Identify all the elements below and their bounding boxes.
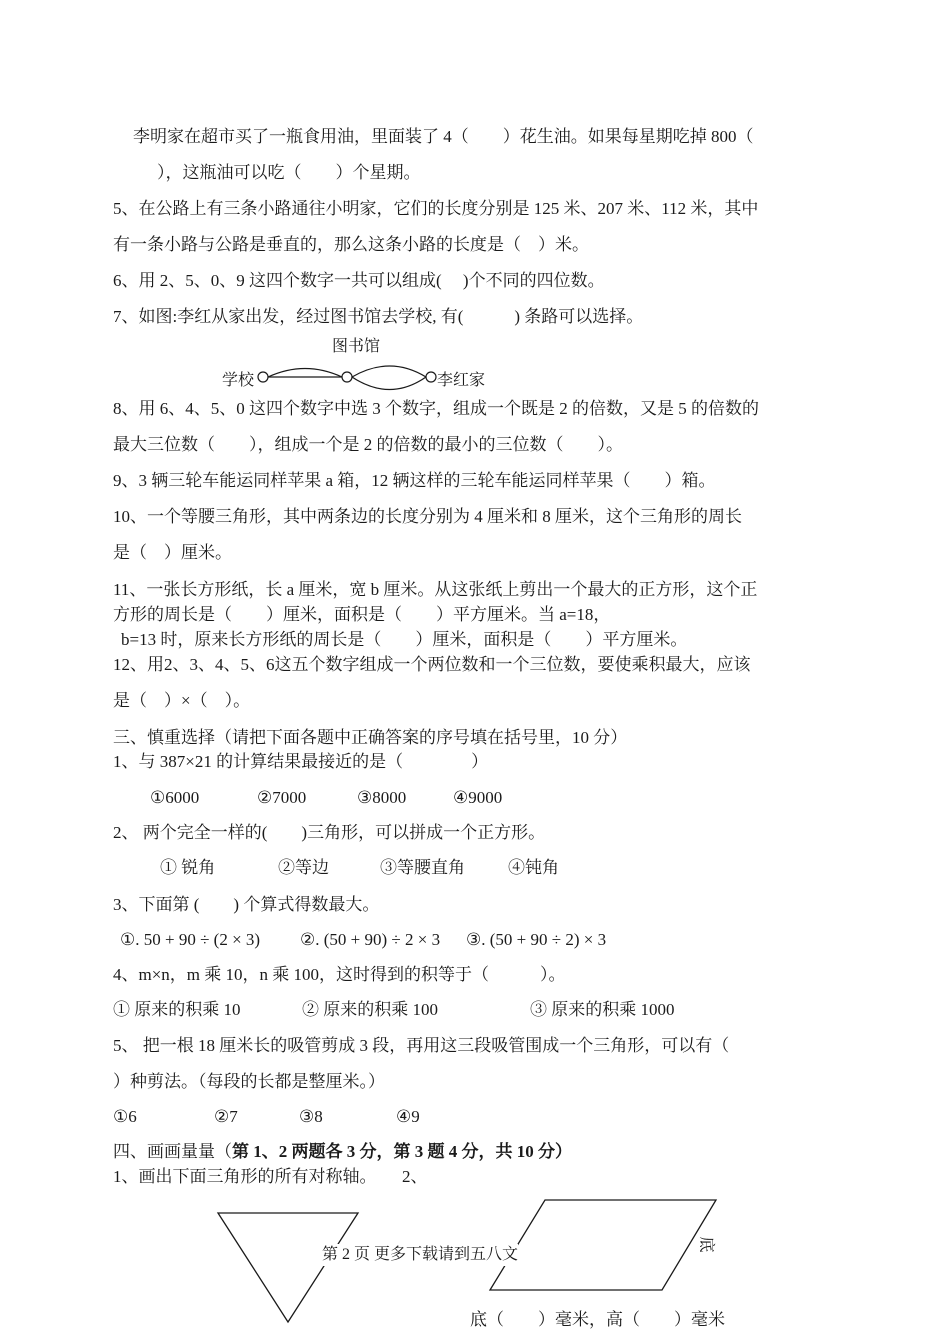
choice-1-option-c: ③8000 <box>357 788 407 807</box>
choice-5-line1: 5、 把一根 18 厘米长的吸管剪成 3 段，再用这三段吸管围成一个三角形，可以有（ <box>113 1036 730 1055</box>
question-5-line2: 有一条小路与公路是垂直的，那么这条小路的长度是（ ）米。 <box>113 235 589 254</box>
question-11-line2: 方形的周长是（ ）厘米，面积是（ ）平方厘米。当 a=18， <box>113 605 611 624</box>
choice-1-option-a: ①6000 <box>150 788 200 807</box>
choice-4-option-c: ③ 原来的积乘 1000 <box>530 1000 675 1019</box>
choice-4-option-b: ② 原来的积乘 100 <box>302 1000 438 1019</box>
choice-5-option-c: ③8 <box>299 1107 323 1126</box>
base-height-answer: 底（ ）毫米，高（ ）毫米 <box>470 1310 725 1329</box>
fill-blank-oil-line1: 李明家在超市买了一瓶食用油，里面装了 4（ ）花生油。如果每星期吃掉 800（ <box>133 127 754 146</box>
choice-2-option-c: ③等腰直角 <box>380 858 465 877</box>
parallelogram-side-label: 底 <box>697 1236 715 1253</box>
fill-blank-oil-line2: ），这瓶油可以吃（ ）个星期。 <box>140 163 421 182</box>
inverted-triangle <box>218 1213 358 1322</box>
choice-2: 2、 两个完全一样的( )三角形，可以拼成一个正方形。 <box>113 823 546 842</box>
choice-1: 1、与 387×21 的计算结果最接近的是（ ） <box>113 752 489 771</box>
choice-5-line2: ）种剪法。（每段的长都是整厘米。） <box>113 1072 385 1091</box>
choice-3-option-a: ①. 50 + 90 ÷ (2 × 3) <box>120 930 261 949</box>
choice-4-option-a: ① 原来的积乘 10 <box>113 1000 241 1019</box>
choice-4: 4、m×n，m 乘 10，n 乘 100，这时得到的积等于（ ）。 <box>113 965 566 984</box>
question-10-line2: 是（ ）厘米。 <box>113 543 232 562</box>
section-3-heading: 三、慎重选择（请把下面各题中正确答案的序号填在括号里，10 分） <box>113 728 628 747</box>
question-7: 7、如图:李红从家出发，经过图书馆去学校, 有( ) 条路可以选择。 <box>113 307 644 326</box>
question-8-line1: 8、用 6、4、5、0 这四个数字中选 3 个数字，组成一个既是 2 的倍数，又是 5 的倍数的 <box>113 399 759 418</box>
figure-school-label: 学校 <box>222 372 255 389</box>
figure-library-label: 图书馆 <box>332 338 381 355</box>
choice-5-option-a: ①6 <box>113 1107 137 1126</box>
question-5-line1: 5、在公路上有三条小路通往小明家，它们的长度分别是 125 米、207 米、112 米，其中 <box>113 199 759 218</box>
section-4-heading-points: 第 1、2 两题各 3 分，第 3 题 4 分，共 10 分） <box>232 1142 572 1161</box>
page-footer: 第 2 页 更多下载请到五八文 <box>322 1244 518 1266</box>
section-4-heading-prefix: 四、画画量量（ <box>113 1142 232 1161</box>
choice-2-option-b: ②等边 <box>278 858 329 877</box>
question-11-line3: b=13 时，原来长方形纸的周长是（ ）厘米，面积是（ ）平方厘米。 <box>121 630 688 649</box>
question-12-line2: 是（ ）×（ ）。 <box>113 691 251 710</box>
choice-2-option-a: ① 锐角 <box>160 858 216 877</box>
question-11-line1: 11、一张长方形纸，长 a 厘米，宽 b 厘米。从这张纸上剪出一个最大的正方形，这个正 <box>113 580 758 599</box>
question-12-line1: 12、用2、3、4、5、6这五个数字组成一个两位数和一个三位数，要使乘积最大，应该 <box>113 655 751 674</box>
choice-2-option-d: ④钝角 <box>508 858 559 877</box>
figure-home-label: 李红家 <box>437 372 486 389</box>
choice-3-option-b: ②. (50 + 90) ÷ 2 × 3 <box>300 930 441 949</box>
parallelogram <box>490 1200 716 1290</box>
question-6: 6、用 2、5、0、9 这四个数字一共可以组成( )个不同的四位数。 <box>113 271 605 290</box>
question-8-line2: 最大三位数（ ），组成一个是 2 的倍数的最小的三位数（ ）。 <box>113 435 623 454</box>
question-9: 9、3 辆三轮车能运同样苹果 a 箱，12 辆这样的三轮车能运同样苹果（ ）箱。 <box>113 471 716 490</box>
drawing-question-1: 1、画出下面三角形的所有对称轴。 2、 <box>113 1167 428 1186</box>
choice-3: 3、下面第 ( ) 个算式得数最大。 <box>113 895 380 914</box>
choice-5-option-d: ④9 <box>396 1107 420 1126</box>
choice-1-option-d: ④9000 <box>453 788 503 807</box>
choice-5-option-b: ②7 <box>214 1107 238 1126</box>
question-10-line1: 10、一个等腰三角形，其中两条边的长度分别为 4 厘米和 8 厘米，这个三角形的周长 <box>113 507 742 526</box>
choice-3-option-c: ③. (50 + 90 ÷ 2) × 3 <box>466 930 607 949</box>
choice-1-option-b: ②7000 <box>257 788 307 807</box>
